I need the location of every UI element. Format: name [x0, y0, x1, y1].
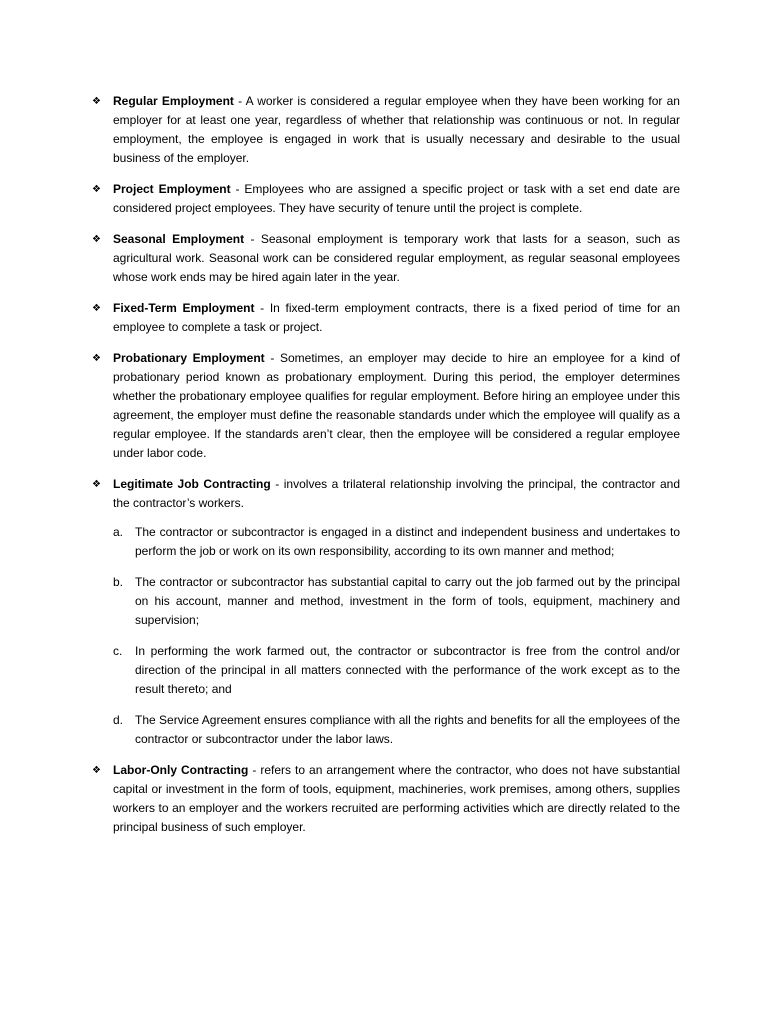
list-item-regular-employment — [92, 92, 680, 168]
list-item-fixed-term-employment — [92, 299, 680, 337]
term-label: Fixed-Term Employment — [113, 301, 255, 315]
definition-text: - Seasonal employment is temporary work that lasts for a season, such as agricultural work. Seasonal work can be considered regular employment, as regular seasonal employees whose work ends may be hired again later in the year. — [113, 232, 680, 284]
sub-item-marker: b. — [113, 575, 124, 589]
definition-text: - A worker is considered a regular employee when they have been working for an employer for at least one year, regardless of whether that relationship was continuous or not. In regular employment, the employee is engaged in work that is usually necessary and desirable to the usual business of the employer. — [113, 94, 680, 165]
term-label: Legitimate Job Contracting — [113, 477, 271, 491]
definition-text: - In fixed-term employment contracts, there is a fixed period of time for an employee to complete a task or project. — [113, 301, 680, 334]
sub-list-item — [113, 523, 680, 561]
definition-text: - refers to an arrangement where the contractor, who does not have substantial capital or investment in the form of tools, equipment, machineries, work premises, among others, supplies workers to an employer and the workers recruited are performing activities which are directly related to the principal business of such employer. — [113, 763, 680, 834]
list-item-legitimate-job-contracting — [92, 475, 680, 749]
sub-item-text: The Service Agreement ensures compliance with all the rights and benefits for all the employees of the contractor or subcontractor under the labor laws. — [135, 713, 680, 746]
term-label: Labor-Only Contracting — [113, 763, 249, 777]
diamond-bullet-icon: ❖ — [92, 479, 101, 490]
sub-list-item — [113, 711, 680, 749]
diamond-bullet-icon: ❖ — [92, 234, 101, 245]
sub-list-item — [113, 573, 680, 630]
list-item-project-employment — [92, 180, 680, 218]
list-item-seasonal-employment — [92, 230, 680, 287]
diamond-bullet-icon: ❖ — [92, 353, 101, 364]
definition-text: - Sometimes, an employer may decide to hire an employee for a kind of probationary period known as probationary employment. During this period, the employer determines whether the probationary employee qualifies for regular employment. Before hiring an employee under this agreement, the employer must define the reasonable standards under which the employee will qualify as a regular employee. If the standards aren’t clear, then the employee will be considered a regular employee under labor code. — [113, 351, 680, 460]
diamond-bullet-icon: ❖ — [92, 184, 101, 195]
term-label: Probationary Employment — [113, 351, 265, 365]
diamond-bullet-icon: ❖ — [92, 303, 101, 314]
term-label: Regular Employment — [113, 94, 234, 108]
sub-list-item — [113, 642, 680, 699]
term-label: Seasonal Employment — [113, 232, 245, 246]
employment-types-list — [92, 92, 680, 837]
list-item-probationary-employment — [92, 349, 680, 463]
list-item-labor-only-contracting — [92, 761, 680, 837]
diamond-bullet-icon: ❖ — [92, 96, 101, 107]
sub-item-marker: d. — [113, 713, 124, 727]
sub-item-marker: c. — [113, 644, 123, 658]
sub-item-text: The contractor or subcontractor is engaged in a distinct and independent business and undertakes to perform the job or work on its own responsibility, according to its own manner and method; — [135, 525, 680, 558]
diamond-bullet-icon: ❖ — [92, 765, 101, 776]
term-label: Project Employment — [113, 182, 231, 196]
sub-item-marker: a. — [113, 525, 124, 539]
contracting-conditions-list — [113, 523, 680, 749]
definition-text: - involves a trilateral relationship involving the principal, the contractor and the contractor’s workers. — [113, 477, 680, 510]
sub-item-text: The contractor or subcontractor has substantial capital to carry out the job farmed out by the principal on his account, manner and method, investment in the form of tools, equipment, machinery and supervision; — [135, 575, 680, 627]
definition-text: - Employees who are assigned a specific project or task with a set end date are considered project employees. They have security of tenure until the project is complete. — [113, 182, 681, 215]
sub-item-text: In performing the work farmed out, the contractor or subcontractor is free from the control and/or direction of the principal in all matters connected with the performance of the work except as to the result thereto; and — [135, 644, 680, 696]
